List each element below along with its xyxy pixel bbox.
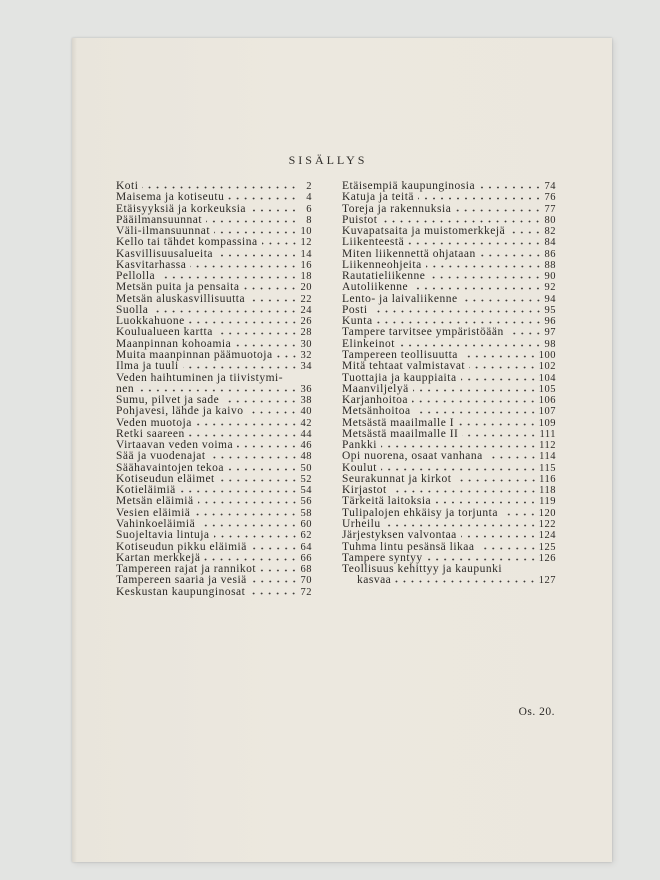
toc-entry	[116, 508, 312, 519]
toc-entry	[342, 440, 556, 451]
toc-dot-leader	[217, 254, 298, 257]
toc-entry	[342, 327, 556, 338]
toc-page-number: 98	[544, 338, 556, 350]
toc-page-number: 10	[300, 226, 312, 238]
toc-entry-label: Kotiseudun pikku eläimiä	[116, 541, 247, 553]
toc-page-number: 46	[300, 440, 312, 452]
toc-entry	[116, 271, 312, 282]
toc-page-number: 84	[544, 237, 556, 249]
toc-dot-leader	[408, 242, 542, 245]
toc-entry-label: Tampereen saaria ja vesiä	[116, 575, 247, 587]
toc-entry	[342, 181, 556, 192]
toc-entry-label: Metsänhoitoa	[342, 406, 411, 418]
toc-entry-label: Sää ja vuodenajat	[116, 451, 206, 463]
toc-page-number: 97	[544, 327, 556, 339]
toc-entry	[116, 474, 312, 485]
toc-entry	[342, 237, 556, 248]
toc-page-number: 66	[300, 552, 312, 564]
toc-entry-label: Vahinkoeläimiä	[116, 518, 196, 530]
toc-dot-leader	[198, 501, 298, 504]
toc-dot-leader	[480, 254, 542, 257]
toc-dot-leader	[415, 411, 537, 414]
toc-entry-label: Kirjastot	[342, 485, 387, 497]
toc-dot-leader	[381, 468, 537, 471]
toc-dot-leader	[196, 423, 298, 426]
toc-dot-leader	[277, 355, 298, 358]
toc-entry-label: Autoliikenne	[342, 282, 409, 294]
toc-dot-leader	[249, 299, 298, 302]
toc-entry	[116, 361, 312, 372]
toc-entry	[342, 553, 556, 564]
toc-entry	[116, 530, 312, 541]
toc-page-number: 119	[539, 496, 556, 508]
toc-page-number: 90	[544, 271, 556, 283]
toc-entry-label: Tampereen rajat ja rannikot	[116, 564, 257, 576]
toc-entry	[342, 316, 556, 327]
toc-entry-label: Kasvillisuusalueita	[116, 248, 214, 260]
toc-page-number: 82	[544, 226, 556, 238]
toc-entry	[342, 305, 556, 316]
toc-entry	[342, 282, 556, 293]
toc-entry	[342, 215, 556, 226]
toc-entry-label: Tulipalojen ehkäisy ja torjunta	[342, 507, 498, 519]
toc-page-number: 92	[544, 282, 556, 294]
toc-page-number: 62	[300, 530, 312, 542]
toc-entry	[116, 181, 312, 192]
toc-entry-label: Ilma ja tuuli	[116, 361, 179, 373]
toc-dot-leader	[199, 524, 298, 527]
toc-page-number: 14	[300, 248, 312, 260]
toc-dot-leader	[395, 580, 536, 583]
toc-page-number: 104	[538, 372, 556, 384]
toc-page-number: 48	[300, 451, 312, 463]
toc-page-number: 8	[306, 214, 312, 226]
toc-page-number: 114	[539, 451, 556, 463]
toc-entry-label: Muita maanpinnan päämuotoja	[116, 349, 273, 361]
toc-entry	[342, 395, 556, 406]
toc-entry-label: Lento- ja laivaliikenne	[342, 293, 458, 305]
toc-entry	[342, 451, 556, 462]
toc-page-number: 4	[306, 192, 312, 204]
toc-entry	[116, 339, 312, 350]
toc-page-number: 95	[544, 304, 556, 316]
toc-dot-leader	[235, 344, 298, 347]
toc-entry-label: Kotieläimiä	[116, 485, 176, 497]
page-title: SISÄLLYS	[288, 153, 368, 167]
toc-entry	[116, 418, 312, 429]
toc-dot-leader	[509, 231, 542, 234]
toc-entry	[342, 350, 556, 361]
toc-page-number: 107	[538, 406, 556, 418]
toc-dot-leader	[455, 209, 542, 212]
toc-dot-leader	[381, 220, 542, 223]
toc-page-number: 127	[538, 575, 556, 587]
toc-dot-leader	[418, 197, 542, 200]
toc-entry-label: Kunta	[342, 316, 373, 328]
toc-page-number: 120	[538, 507, 556, 519]
toc-dot-leader	[217, 332, 298, 335]
toc-dot-leader	[469, 366, 537, 369]
toc-entry-label: Järjestyksen valvontaa	[342, 530, 457, 542]
toc-page-number: 124	[538, 530, 556, 542]
toc-entry	[116, 564, 312, 575]
toc-entry	[342, 463, 556, 474]
toc-entry-label: Etäisempiä kaupunginosia	[342, 181, 476, 192]
toc-entry-continuation	[342, 575, 556, 586]
toc-entry-label: Kasvitarhassa	[116, 259, 187, 271]
toc-page-number: 88	[544, 259, 556, 271]
toc-dot-leader	[214, 231, 298, 234]
toc-page-number: 36	[300, 383, 312, 395]
toc-dot-leader	[206, 220, 298, 223]
toc-page-number: 38	[300, 395, 312, 407]
toc-page-number: 105	[538, 383, 556, 395]
toc-page-number: 12	[300, 237, 312, 249]
toc-dot-leader	[429, 276, 542, 279]
toc-entry	[342, 373, 556, 384]
toc-entry	[342, 418, 556, 429]
toc-entry-label: Keskustan kaupunginosat	[116, 586, 246, 598]
toc-dot-leader	[381, 445, 537, 448]
toc-page-number: 80	[544, 214, 556, 226]
toc-page-number: 6	[306, 203, 312, 215]
toc-dot-leader	[189, 321, 298, 324]
toc-column-right	[342, 181, 556, 587]
toc-entry-label: Metsän aluskasvillisuutta	[116, 293, 246, 305]
toc-entry	[342, 474, 556, 485]
toc-entry	[342, 192, 556, 203]
price-label: Os. 20.	[518, 706, 555, 718]
toc-page-number: 30	[300, 338, 312, 350]
toc-entry-label: Kotiseudun eläimet	[116, 473, 215, 485]
toc-dot-leader	[237, 445, 298, 448]
toc-entry-label: Väli-ilmansuunnat	[116, 226, 211, 238]
toc-entry	[342, 260, 556, 271]
toc-dot-leader	[228, 468, 298, 471]
toc-entry	[116, 282, 312, 293]
toc-entry-label: Vesien eläimiä	[116, 507, 191, 519]
toc-dot-leader	[412, 400, 537, 403]
toc-entry-label: Opi nuorena, osaat vanhana	[342, 451, 483, 463]
toc-dot-leader	[210, 456, 298, 459]
toc-entry	[342, 496, 556, 507]
book-page	[72, 38, 612, 862]
toc-entry	[116, 237, 312, 248]
toc-entry-label: Toreja ja rakennuksia	[342, 203, 452, 215]
toc-page-number: 102	[538, 361, 556, 373]
toc-entry-label: Maanpinnan kohoamia	[116, 338, 232, 350]
toc-page-number: 125	[538, 541, 556, 553]
toc-page-number: 20	[300, 282, 312, 294]
toc-entry-label: Rautatieliikenne	[342, 271, 426, 283]
toc-dot-leader	[427, 558, 537, 561]
toc-entry-label: Koulut	[342, 462, 377, 474]
toc-page-number: 68	[300, 564, 312, 576]
toc-entry-label: Koti	[116, 181, 139, 192]
toc-entry	[342, 530, 556, 541]
toc-entry	[342, 249, 556, 260]
toc-dot-leader	[183, 366, 298, 369]
toc-entry-label: Retki saareen	[116, 428, 185, 440]
toc-entry	[342, 339, 556, 350]
toc-dot-leader	[458, 423, 537, 426]
toc-entry-label: Teollisuus kehittyy ja kaupunki	[342, 564, 503, 576]
toc-entry	[116, 440, 312, 451]
toc-dot-leader	[372, 310, 542, 313]
toc-dot-leader	[260, 569, 298, 572]
toc-dot-leader	[456, 479, 538, 482]
toc-dot-leader	[479, 186, 542, 189]
toc-page-number: 122	[538, 518, 556, 530]
toc-page-number: 32	[300, 349, 312, 361]
toc-dot-leader	[462, 355, 537, 358]
toc-dot-leader	[152, 310, 298, 313]
toc-page-number: 2	[306, 181, 312, 192]
toc-page-number: 86	[544, 248, 556, 260]
toc-entry	[116, 395, 312, 406]
toc-page-number: 64	[300, 541, 312, 553]
toc-entry-label: Katuja ja teitä	[342, 192, 414, 204]
toc-entry-label: Metsän puita ja pensaita	[116, 282, 240, 294]
toc-dot-leader	[249, 592, 298, 595]
toc-entry	[116, 587, 312, 598]
toc-dot-leader	[461, 378, 537, 381]
toc-dot-leader	[377, 321, 542, 324]
toc-dot-leader	[412, 287, 542, 290]
toc-page-number: 76	[544, 192, 556, 204]
toc-page-number: 60	[300, 518, 312, 530]
toc-page-number: 26	[300, 316, 312, 328]
toc-entry	[342, 508, 556, 519]
toc-entry-label: Tampere syntyy	[342, 552, 423, 564]
toc-entry	[342, 429, 556, 440]
toc-entry-label: Veden muotoja	[116, 417, 192, 429]
toc-page-number: 118	[539, 485, 556, 497]
toc-entry-label: Tampereen teollisuutta	[342, 349, 458, 361]
toc-page-number: 44	[300, 428, 312, 440]
toc-dot-leader	[204, 558, 298, 561]
toc-entry	[116, 429, 312, 440]
toc-page-number: 54	[300, 485, 312, 497]
toc-entry-label: Karjanhoitoa	[342, 395, 409, 407]
toc-entry-label: Metsästä maailmalle I	[342, 417, 455, 429]
toc-dot-leader	[413, 389, 537, 392]
toc-dot-leader	[251, 580, 298, 583]
toc-entry-label: Urheilu	[342, 518, 381, 530]
toc-dot-leader	[385, 524, 537, 527]
toc-page-number: 22	[300, 293, 312, 305]
toc-page-number: 24	[300, 304, 312, 316]
toc-entry-label: Tärkeitä laitoksia	[342, 496, 432, 508]
toc-entry	[116, 485, 312, 496]
toc-page-number: 56	[300, 496, 312, 508]
toc-entry-label: Pohjavesi, lähde ja kaivo	[116, 406, 244, 418]
toc-entry	[342, 406, 556, 417]
toc-dot-leader	[190, 265, 298, 268]
toc-page-number: 50	[300, 462, 312, 474]
toc-entry	[116, 226, 312, 237]
toc-entry-label: Elinkeinot	[342, 338, 395, 350]
toc-entry-label: Virtaavan veden voima	[116, 440, 234, 452]
toc-entry-label: Säähavaintojen tekoa	[116, 462, 225, 474]
toc-entry	[116, 519, 312, 530]
toc-page-number: 74	[544, 181, 556, 192]
toc-entry-label: Etäisyyksiä ja korkeuksia	[116, 203, 247, 215]
toc-entry-label: Pellolla	[116, 271, 156, 283]
toc-dot-leader	[399, 344, 542, 347]
toc-dot-leader	[479, 547, 537, 550]
toc-entry-label: Tuottajia ja kauppiaita	[342, 372, 457, 384]
toc-entry-label: Liikenteestä	[342, 237, 405, 249]
toc-entry-label: Puistot	[342, 214, 378, 226]
toc-entry	[116, 294, 312, 305]
toc-entry	[116, 249, 312, 260]
toc-page-number: 18	[300, 271, 312, 283]
toc-entry	[116, 451, 312, 462]
toc-entry-label: kasvaa	[357, 575, 392, 587]
toc-entry	[342, 361, 556, 372]
toc-entry	[342, 564, 556, 575]
toc-entry-label: Tampere tarvitsee ympäristöään	[342, 327, 504, 339]
toc-entry-label: Metsästä maailmalle II	[342, 428, 459, 440]
toc-page-number: 96	[544, 316, 556, 328]
toc-entry-label: Suolla	[116, 304, 149, 316]
toc-entry-label: Maanviljelyä	[342, 383, 409, 395]
toc-entry	[116, 316, 312, 327]
toc-entry-label: Kartan merkkejä	[116, 552, 201, 564]
toc-entry-label: Pääilmansuunnat	[116, 214, 203, 226]
toc-entry-continuation	[116, 384, 312, 395]
toc-dot-leader	[142, 186, 298, 189]
toc-entry-label: Kello tai tähdet kompassina	[116, 237, 258, 249]
toc-entry-label: nen	[116, 383, 135, 395]
toc-dot-leader	[502, 513, 537, 516]
toc-dot-leader	[194, 513, 298, 516]
toc-entry	[116, 260, 312, 271]
toc-dot-leader	[251, 547, 298, 550]
toc-entry	[116, 350, 312, 361]
toc-dot-leader	[508, 332, 542, 335]
toc-dot-leader	[189, 434, 298, 437]
toc-page-number: 106	[538, 395, 556, 407]
toc-entry-label: Kuvapatsaita ja muistomerkkejä	[342, 226, 506, 238]
toc-entry-label: Suojeltavia lintuja	[116, 530, 210, 542]
toc-dot-leader	[426, 265, 542, 268]
toc-dot-leader	[435, 501, 537, 504]
toc-entry	[116, 575, 312, 586]
toc-entry-label: Tuhma lintu pesänsä likaa	[342, 541, 475, 553]
toc-page-number: 116	[539, 473, 556, 485]
toc-entry	[116, 542, 312, 553]
toc-entry	[342, 384, 556, 395]
toc-page-number: 70	[300, 575, 312, 587]
toc-page-number: 115	[539, 462, 556, 474]
toc-dot-leader	[223, 400, 298, 403]
toc-entry	[342, 271, 556, 282]
toc-page-number: 42	[300, 417, 312, 429]
toc-page-number: 40	[300, 406, 312, 418]
toc-entry-label: Posti	[342, 304, 368, 316]
toc-entry	[342, 204, 556, 215]
toc-entry	[342, 485, 556, 496]
toc-entry	[342, 519, 556, 530]
toc-page-number: 100	[538, 349, 556, 361]
toc-entry	[116, 327, 312, 338]
toc-entry	[116, 406, 312, 417]
toc-entry	[116, 192, 312, 203]
toc-entry	[116, 496, 312, 507]
toc-page-number: 94	[544, 293, 556, 305]
toc-entry-label: Mitä tehtaat valmistavat	[342, 361, 466, 373]
toc-dot-leader	[180, 490, 298, 493]
toc-page-number: 109	[538, 417, 556, 429]
toc-dot-leader	[462, 299, 542, 302]
toc-dot-leader	[243, 287, 298, 290]
toc-entry-label: Miten liikennettä ohjataan	[342, 248, 476, 260]
toc-dot-leader	[487, 456, 537, 459]
toc-entry-label: Maisema ja kotiseutu	[116, 192, 225, 204]
toc-dot-leader	[159, 276, 298, 279]
toc-dot-leader	[391, 490, 537, 493]
toc-entry	[116, 215, 312, 226]
toc-page-number: 52	[300, 473, 312, 485]
toc-entry-label: Liikenneohjeita	[342, 259, 422, 271]
toc-page-number: 72	[300, 586, 312, 598]
toc-entry	[342, 542, 556, 553]
toc-entry-label: Pankki	[342, 440, 377, 452]
toc-dot-leader	[219, 479, 298, 482]
toc-page-number: 34	[300, 361, 312, 373]
toc-entry	[116, 553, 312, 564]
toc-dot-leader	[214, 535, 299, 538]
toc-column-left	[116, 181, 312, 598]
toc-entry	[116, 204, 312, 215]
toc-dot-leader	[138, 389, 298, 392]
toc-entry-label: Veden haihtuminen ja tiivistymi-	[116, 372, 284, 384]
toc-dot-leader	[247, 411, 298, 414]
toc-page-number: 112	[539, 440, 556, 452]
toc-dot-leader	[250, 209, 298, 212]
toc-dot-leader	[461, 535, 537, 538]
toc-entry-label: Seurakunnat ja kirkot	[342, 473, 452, 485]
toc-page-number: 58	[300, 507, 312, 519]
toc-page-number: 126	[538, 552, 556, 564]
toc-page-number: 28	[300, 327, 312, 339]
toc-page-number: 77	[544, 203, 556, 215]
toc-entry	[342, 226, 556, 237]
toc-page-number: 16	[300, 259, 312, 271]
toc-dot-leader	[262, 242, 298, 245]
toc-dot-leader	[462, 434, 537, 437]
toc-entry-label: Metsän eläimiä	[116, 496, 194, 508]
toc-entry	[116, 305, 312, 316]
toc-entry-label: Sumu, pilvet ja sade	[116, 395, 220, 407]
toc-entry	[342, 294, 556, 305]
toc-entry-label: Koulualueen kartta	[116, 327, 213, 339]
toc-entry	[116, 463, 312, 474]
toc-dot-leader	[228, 197, 298, 200]
toc-entry-label: Luokkahuone	[116, 316, 185, 328]
toc-page-number: 111	[539, 428, 556, 440]
toc-entry	[116, 373, 312, 384]
